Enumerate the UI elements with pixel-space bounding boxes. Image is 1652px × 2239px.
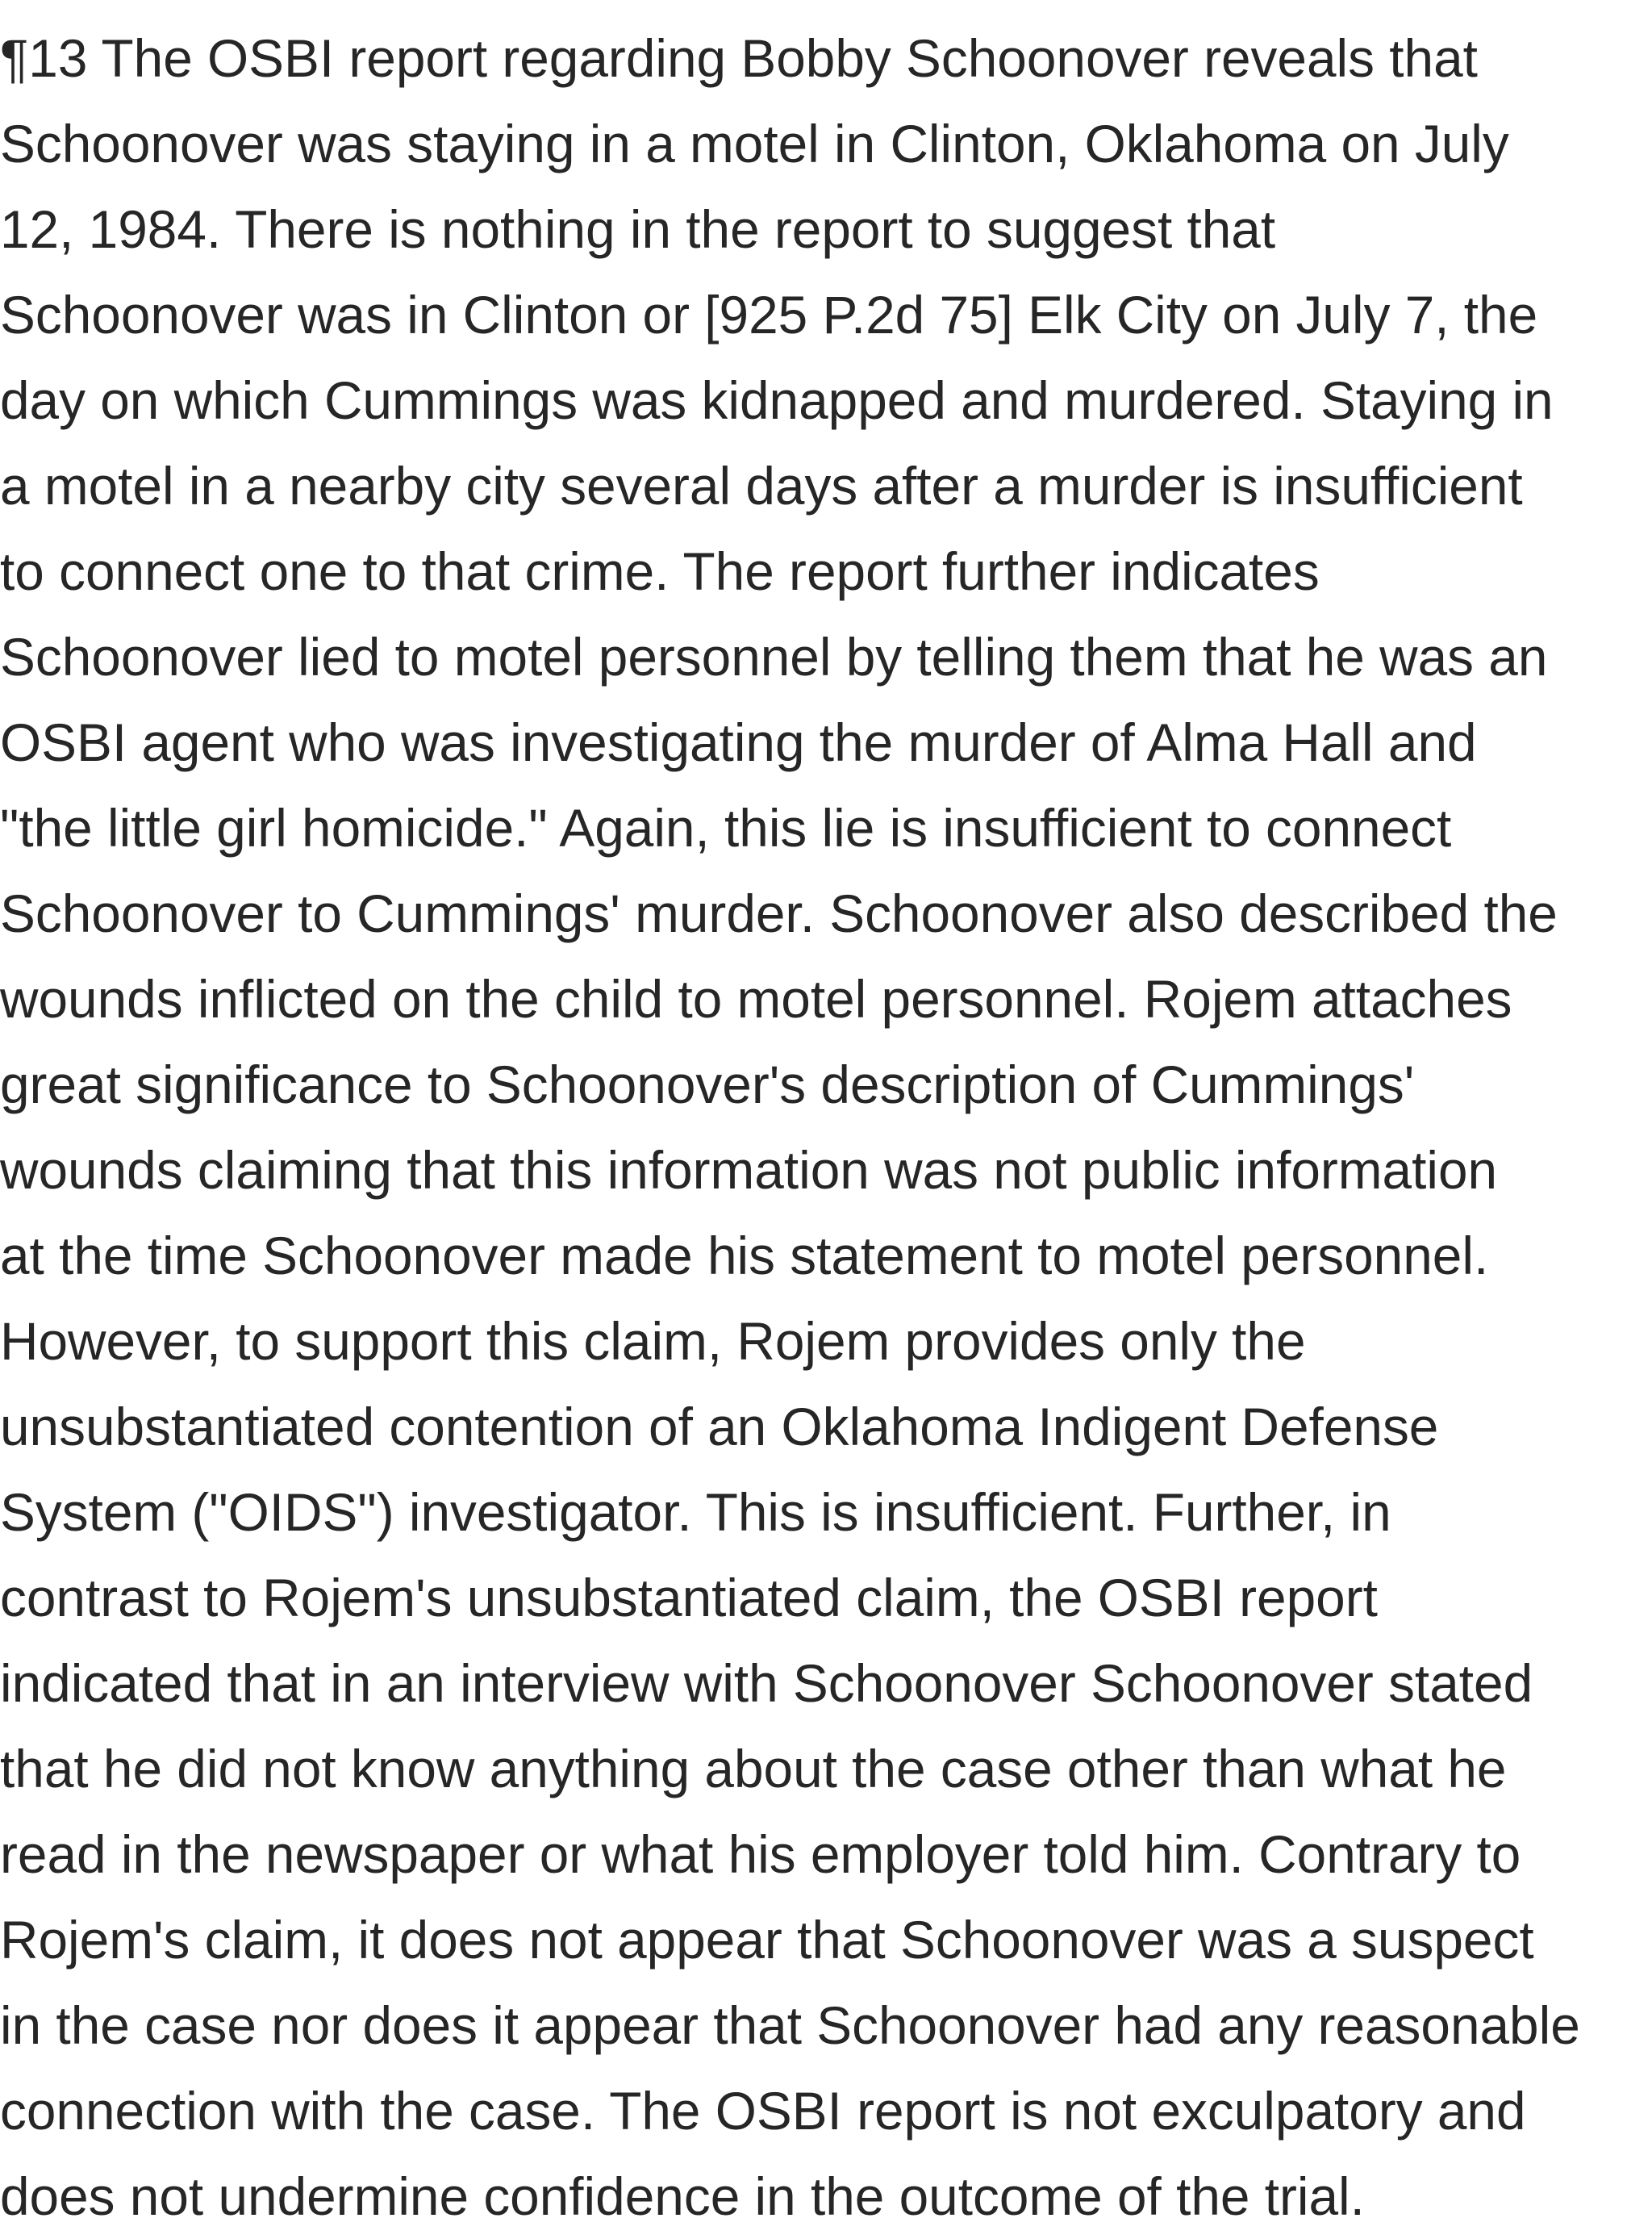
paragraph-line: OSBI agent who was investigating the murder of Alma Hall and xyxy=(0,712,1477,772)
paragraph-line: Schoonover lied to motel personnel by telling them that he was an xyxy=(0,627,1548,687)
paragraph-line: unsubstantiated contention of an Oklahoma Indigent Defense xyxy=(0,1397,1439,1456)
paragraph-line: a motel in a nearby city several days after a murder is insufficient xyxy=(0,456,1523,516)
paragraph-line: Schoonover was staying in a motel in Clinton, Oklahoma on July xyxy=(0,114,1509,173)
paragraph-line: Schoonover to Cummings' murder. Schoonover also described the xyxy=(0,883,1558,943)
paragraph-line: wounds inflicted on the child to motel personnel. Rojem attaches xyxy=(0,969,1512,1029)
paragraph-line: indicated that in an interview with Schoonover Schoonover stated xyxy=(0,1653,1533,1713)
paragraph-line: wounds claiming that this information was not public information xyxy=(0,1140,1498,1200)
paragraph-line: "the little girl homicide." Again, this lie is insufficient to connect xyxy=(0,798,1452,858)
paragraph-line: connection with the case. The OSBI report is not exculpatory and xyxy=(0,2081,1526,2141)
paragraph-line: ¶13 The OSBI report regarding Bobby Schoonover reveals that xyxy=(0,28,1478,88)
paragraph-line: great significance to Schoonover's description of Cummings' xyxy=(0,1055,1415,1114)
paragraph-line: Schoonover was in Clinton or [925 P.2d 75] Elk City on July 7, the xyxy=(0,285,1538,345)
paragraph-13 xyxy=(0,15,1652,2239)
paragraph-line: read in the newspaper or what his employer told him. Contrary to xyxy=(0,1824,1521,1884)
paragraph-line: to connect one to that crime. The report further indicates xyxy=(0,541,1320,601)
paragraph-line: However, to support this claim, Rojem provides only the xyxy=(0,1311,1306,1371)
paragraph-line: contrast to Rojem's unsubstantiated claim, the OSBI report xyxy=(0,1568,1378,1627)
paragraph-line: 12, 1984. There is nothing in the report to suggest that xyxy=(0,199,1276,259)
paragraph-line: in the case nor does it appear that Schoonover had any reasonable xyxy=(0,1995,1580,2055)
paragraph-line: at the time Schoonover made his statement to motel personnel. xyxy=(0,1226,1489,1285)
paragraph-line: day on which Cummings was kidnapped and murdered. Staying in xyxy=(0,370,1554,430)
paragraph-line: that he did not know anything about the case other than what he xyxy=(0,1739,1507,1798)
paragraph-line: System ("OIDS") investigator. This is insufficient. Further, in xyxy=(0,1482,1391,1542)
paragraph-line: Rojem's claim, it does not appear that Schoonover was a suspect xyxy=(0,1910,1534,1970)
paragraph-line: does not undermine confidence in the outcome of the trial. xyxy=(0,2166,1365,2226)
